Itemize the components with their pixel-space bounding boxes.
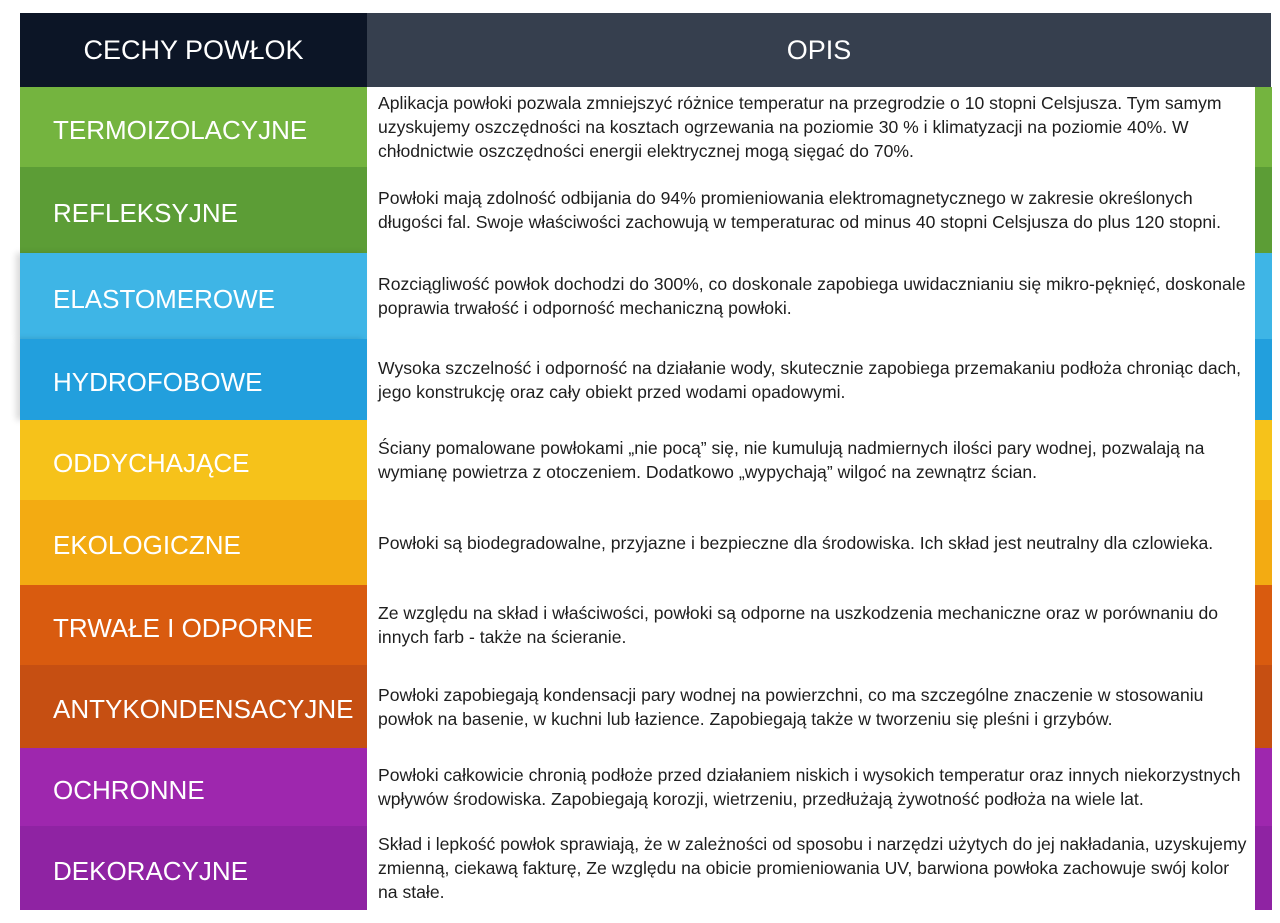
- feature-label-text: OCHRONNE: [53, 774, 205, 805]
- row-color-stripe: [1255, 585, 1272, 665]
- feature-description: [378, 665, 1250, 748]
- feature-description-text: Skład i lepkość powłok sprawiają, że w zależności od sposobu i narzędzi użytych do jej nakładania, uzyskujemy zmienną, ciekawą fakturę, Ze względu na obicie promieniowania UV, barwiona powłoka zachowuje swój kolor na stałe.: [378, 834, 1247, 902]
- feature-label: [20, 748, 367, 826]
- feature-description: [378, 420, 1250, 500]
- feature-label-text: ODDYCHAJĄCE: [53, 447, 250, 478]
- feature-description-text: Ściany pomalowane powłokami „nie pocą” się, nie kumulują nadmiernych ilości pary wodnej, pozwalają na wymianę powietrza z otoczeniem. Dodatkowo „wypychają” wilgoć na zewnątrz ścian.: [378, 438, 1205, 482]
- row-color-stripe: [1255, 665, 1272, 748]
- feature-label: [20, 585, 367, 665]
- row-color-stripe: [1255, 253, 1272, 339]
- feature-description: [378, 167, 1250, 253]
- row-color-stripe: [1255, 87, 1272, 167]
- feature-description: [378, 826, 1250, 910]
- feature-label-text: EKOLOGICZNE: [53, 530, 241, 560]
- row-color-stripe: [1255, 748, 1272, 826]
- header-features: [20, 13, 367, 87]
- feature-description-text: Powłoki mają zdolność odbijania do 94% promieniowania elektromagnetycznego w zakresie określonych długości fal. Swoje właściwości zachowują w temperaturac od minus 40 stopni Celsjusza do plus 120 stopni.: [378, 188, 1221, 232]
- row-color-stripe: [1255, 826, 1272, 910]
- feature-description-text: Powłoki są biodegradowalne, przyjazne i bezpieczne dla środowiska. Ich skład jest neutralny dla czlowieka.: [378, 532, 1214, 553]
- feature-label-text: DEKORACYJNE: [53, 855, 249, 886]
- feature-description: [378, 339, 1250, 420]
- row-color-stripe: [1255, 420, 1272, 500]
- feature-label: [20, 253, 367, 339]
- feature-label: [20, 500, 367, 585]
- feature-label: [20, 167, 367, 253]
- feature-description: [378, 253, 1250, 339]
- row-color-stripe: [1255, 167, 1272, 253]
- feature-label-text: TRWAŁE I ODPORNE: [53, 612, 314, 643]
- header-description-label: OPIS: [786, 34, 852, 65]
- feature-description: [378, 748, 1250, 826]
- feature-description: [378, 585, 1250, 665]
- row-color-stripe: [1255, 339, 1272, 420]
- feature-description: [378, 500, 1250, 585]
- feature-label-text: ELASTOMEROWE: [53, 283, 276, 314]
- feature-description-text: Ze względu na skład i właściwości, powłoki są odporne na uszkodzenia mechaniczne oraz w porównaniu do innych farb - także na ścieranie.: [378, 603, 1219, 647]
- feature-description-text: Rozciągliwość powłok dochodzi do 300%, co doskonale zapobiega uwidacznianiu się mikro-pęknięć, doskonale poprawia trwałość i odporność mechaniczną powłoki.: [378, 274, 1246, 318]
- feature-label-text: HYDROFOBOWE: [53, 367, 263, 397]
- feature-description: [378, 87, 1250, 167]
- feature-label: [20, 87, 367, 167]
- header-features-label: CECHY POWŁOK: [83, 34, 304, 65]
- feature-label: [20, 826, 367, 910]
- feature-label-text: REFLEKSYJNE: [53, 197, 238, 228]
- feature-label: [20, 665, 367, 748]
- feature-label-text: ANTYKONDENSACYJNE: [53, 694, 354, 724]
- feature-description-text: Powłoki zapobiegają kondensacji pary wodnej na powierzchni, co ma szczególne znaczenie w stosowaniu powłok na basenie, w kuchni lub łazience. Zapobiegają także w tworzeniu się pleśni i grzybów.: [378, 684, 1204, 729]
- feature-label: [20, 339, 367, 420]
- header-description: [367, 13, 1271, 87]
- row-color-stripe: [1255, 500, 1272, 585]
- feature-label-text: TERMOIZOLACYJNE: [53, 114, 308, 145]
- feature-description-text: Aplikacja powłoki pozwala zmniejszyć różnice temperatur na przegrodzie o 10 stopni Celsjusza. Tym samym uzyskujemy oszczędności na kosztach ogrzewania na poziomie 30 % i klimatyzacji na poziomie 40%. W chłodnictwie oszczędności energii elektrycznej mogą sięgać do 70%.: [378, 93, 1222, 161]
- feature-description-text: Wysoka szczelność i odporność na działanie wody, skutecznie zapobiega przemakaniu podłoża chroniąc dach, jego konstrukcję oraz cały obiekt przed wodami opadowymi.: [378, 357, 1242, 402]
- feature-label: [20, 420, 367, 500]
- feature-description-text: Powłoki całkowicie chronią podłoże przed działaniem niskich i wysokich temperatur oraz innych niekorzystnych wpływów środowiska. Zapobiegają korozji, wietrzeniu, przedłużają żywotność podłoża na wiele lat.: [378, 765, 1241, 809]
